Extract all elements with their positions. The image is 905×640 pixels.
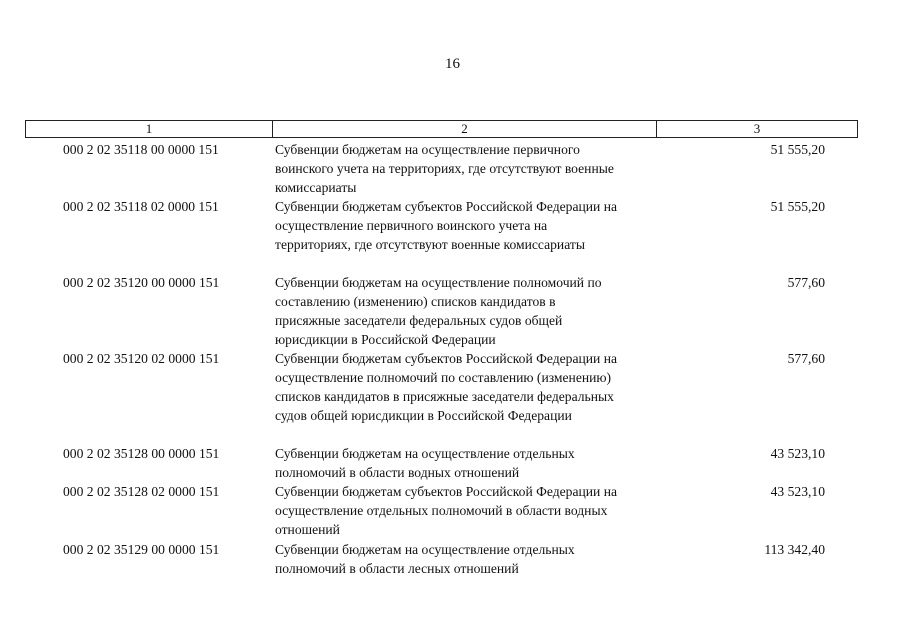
row-amount: 577,60 — [787, 275, 825, 290]
row-amount: 51 555,20 — [770, 142, 825, 157]
description-line: Субвенции бюджетам на осуществление первичного — [275, 142, 580, 157]
page-number: 16 — [445, 56, 460, 72]
description-line: списков кандидатов в присяжные заседатели федеральных — [275, 389, 614, 404]
row-description — [275, 349, 660, 425]
description-line: Субвенции бюджетам на осуществление отдельных — [275, 542, 575, 557]
row-description — [275, 140, 660, 197]
description-line: осуществление полномочий по составлению (изменению) — [275, 370, 612, 385]
row-code: 000 2 02 35120 00 0000 151 — [63, 275, 220, 290]
row-description — [275, 197, 660, 254]
description-line: воинского учета на территориях, где отсутствуют военные — [275, 161, 614, 176]
description-line: судов общей юрисдикции в Российской Федерации — [275, 408, 572, 423]
row-description — [275, 273, 660, 349]
row-description — [275, 444, 660, 482]
description-line: Субвенции бюджетам на осуществление отдельных — [275, 446, 575, 461]
description-line: территориях, где отсутствуют военные комиссариаты — [275, 237, 585, 252]
row-code: 000 2 02 35118 02 0000 151 — [63, 199, 219, 214]
row-amount: 113 342,40 — [764, 542, 825, 557]
row-code: 000 2 02 35129 00 0000 151 — [63, 542, 220, 557]
description-line: осуществление первичного воинского учета на — [275, 218, 548, 233]
row-code: 000 2 02 35128 00 0000 151 — [63, 446, 220, 461]
row-code: 000 2 02 35128 02 0000 151 — [63, 484, 220, 499]
header-col-2: 2 — [273, 121, 657, 137]
row-amount: 43 523,10 — [770, 484, 825, 499]
description-line: составлению (изменению) списков кандидатов в — [275, 294, 556, 309]
description-line: Субвенции бюджетам на осуществление полномочий по — [275, 275, 602, 290]
description-line: Субвенции бюджетам субъектов Российской Федерации на — [275, 484, 618, 499]
row-description — [275, 540, 660, 578]
description-line: комиссариаты — [275, 180, 357, 195]
description-line: осуществление отдельных полномочий в области водных — [275, 503, 608, 518]
description-line: Субвенции бюджетам субъектов Российской Федерации на — [275, 351, 618, 366]
description-line: юрисдикции в Российской Федерации — [275, 332, 496, 347]
header-col-1: 1 — [26, 121, 273, 137]
row-amount: 43 523,10 — [770, 446, 825, 461]
row-code: 000 2 02 35120 02 0000 151 — [63, 351, 220, 366]
header-col-3: 3 — [753, 121, 761, 136]
table-header — [25, 120, 858, 138]
description-line: Субвенции бюджетам субъектов Российской Федерации на — [275, 199, 618, 214]
row-description — [275, 482, 660, 539]
description-line: полномочий в области лесных отношений — [275, 561, 519, 576]
row-code: 000 2 02 35118 00 0000 151 — [63, 142, 219, 157]
description-line: полномочий в области водных отношений — [275, 465, 520, 480]
description-line: присяжные заседатели федеральных судов общей — [275, 313, 563, 328]
row-amount: 577,60 — [787, 351, 825, 366]
description-line: отношений — [275, 522, 340, 537]
row-amount: 51 555,20 — [770, 199, 825, 214]
